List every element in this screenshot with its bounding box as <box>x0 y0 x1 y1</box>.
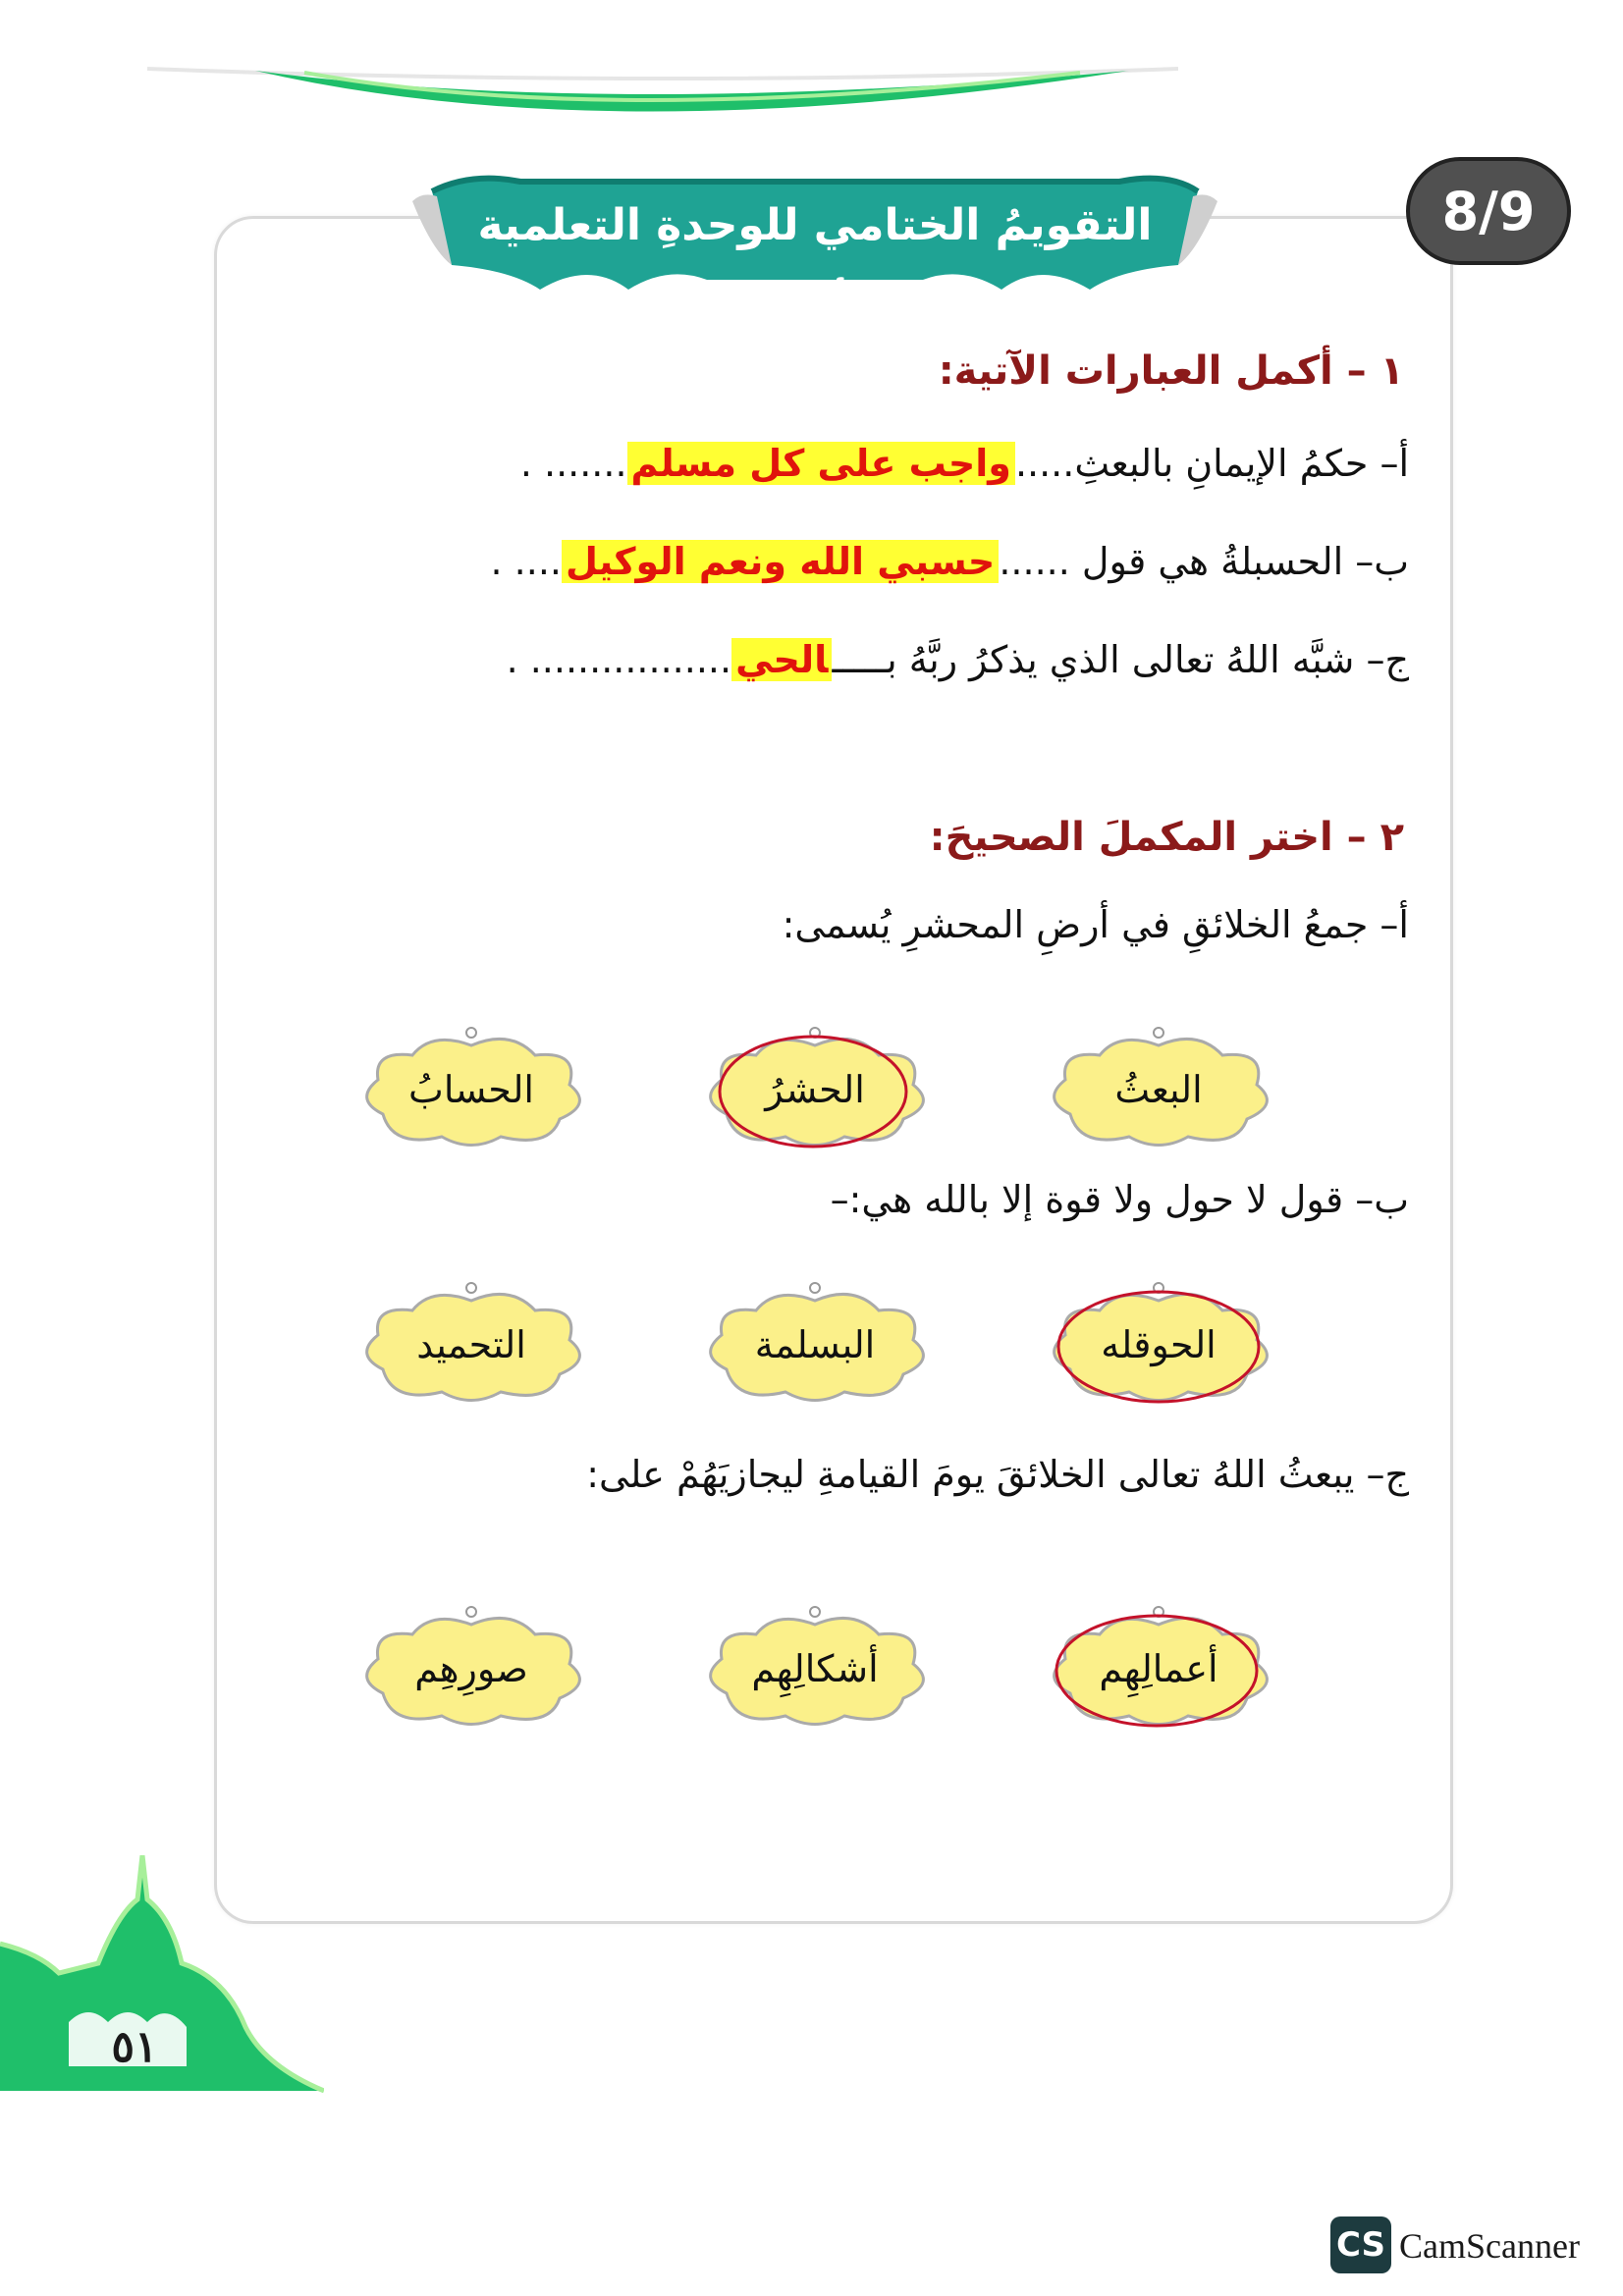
option-a2-selected[interactable] <box>697 1021 933 1158</box>
option-a1[interactable] <box>1041 1021 1276 1158</box>
option-b3[interactable] <box>353 1276 589 1414</box>
option-b2-label: البسلمة <box>754 1323 876 1366</box>
option-b1-label: الحوقله <box>1101 1323 1217 1366</box>
page-number: ٥١ <box>111 2022 158 2072</box>
option-a2-label: الحشرُ <box>765 1068 865 1111</box>
option-a3-label: الحسابُ <box>408 1068 534 1111</box>
option-b1-selected[interactable] <box>1041 1276 1276 1414</box>
section1-heading: ١ – أكمل العبارات الآتية: <box>938 348 1404 394</box>
section2-heading: ٢ – اختر المكملَ الصحيحَ: <box>929 815 1404 860</box>
fill-item-a-answer: واجب على كل مسلم <box>627 442 1015 485</box>
question-a-text: أ– جمعُ الخلائقِ في أرضِ المحشرِ يُسمى: <box>782 903 1409 946</box>
camscanner-label: CamScanner <box>1399 2226 1580 2266</box>
option-a1-label: البعثُ <box>1114 1068 1203 1111</box>
option-c2[interactable] <box>697 1600 933 1737</box>
option-c3[interactable] <box>353 1600 589 1737</box>
question-c-text: ج– يبعثُ اللهُ تعالى الخلائقَ يومَ القيامةِ ليجازيَهُمْ على: <box>586 1453 1409 1496</box>
fill-item-c-prefix: ج– شبَّه اللهُ تعالى الذي يذكرُ ربَّهُ بـــــ <box>832 638 1409 681</box>
question-b-text: ب– قول لا حول ولا قوة إلا بالله هي:– <box>830 1178 1409 1221</box>
page-counter-badge: 8/9 <box>1406 157 1571 265</box>
option-a3[interactable] <box>353 1021 589 1158</box>
fill-item-c <box>506 638 1409 697</box>
fill-item-a-suffix: ....... . <box>519 442 627 485</box>
fill-item-b-answer: حسبي الله ونعم الوكيل <box>562 540 999 583</box>
fill-item-b <box>490 540 1409 599</box>
option-c1-selected[interactable] <box>1041 1600 1276 1737</box>
fill-item-b-suffix: .... . <box>490 540 562 583</box>
fill-item-a <box>519 442 1409 501</box>
option-c2-label: أشكالِهِم <box>751 1647 879 1690</box>
page-title: التقويمُ الختامي للوحدةِ التعلمية الأولى <box>477 200 1153 329</box>
fill-item-b-prefix: ب– الحسبلةُ هي قول ...... <box>999 540 1409 583</box>
option-b2[interactable] <box>697 1276 933 1414</box>
option-c3-label: صورِهِم <box>414 1647 528 1690</box>
option-c1-label: أعمالِهِم <box>1099 1647 1218 1690</box>
top-decorative-arc <box>147 59 1178 147</box>
fill-item-a-prefix: أ– حكمُ الإيمانِ بالبعثِ..... <box>1014 442 1409 485</box>
camscanner-logo: CS <box>1330 2216 1391 2273</box>
fill-item-c-suffix: ................. . <box>506 638 732 681</box>
fill-item-c-answer: الحي <box>731 638 832 681</box>
option-b3-label: التحميد <box>416 1323 526 1366</box>
